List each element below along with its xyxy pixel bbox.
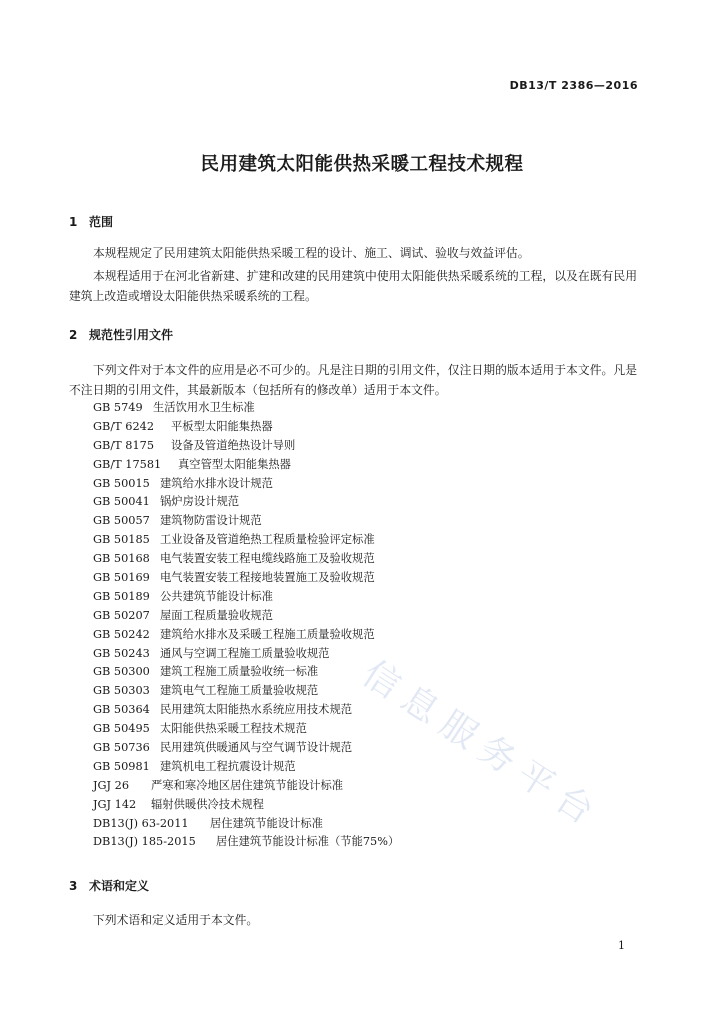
reference-title: 辐射供暖供冷技术规程 <box>151 797 264 811</box>
reference-code: GB 50736 <box>93 741 150 755</box>
section-3-intro: 下列术语和定义适用于本文件。 <box>93 913 259 927</box>
reference-code: GB 50364 <box>93 703 150 717</box>
page-number: 1 <box>618 939 625 952</box>
section-number: 2 <box>69 328 78 342</box>
reference-item <box>93 550 399 569</box>
reference-title: 通风与空调工程施工质量验收规范 <box>160 646 330 660</box>
reference-code: GB 50169 <box>93 571 150 585</box>
reference-code: GB/T 8175 <box>93 438 155 452</box>
reference-item <box>93 682 399 701</box>
reference-title: 民用建筑供暖通风与空气调节设计规范 <box>160 741 353 755</box>
reference-title: 设备及管道绝热设计导则 <box>171 438 296 452</box>
section-2-heading <box>69 326 173 343</box>
reference-code: GB/T 6242 <box>93 419 155 433</box>
reference-title: 建筑工程施工质量验收统一标准 <box>160 665 319 679</box>
reference-item <box>93 475 399 494</box>
reference-code: GB 50015 <box>93 476 150 490</box>
reference-code: GB 50168 <box>93 552 150 566</box>
normative-references-list <box>93 399 399 852</box>
reference-title: 太阳能供热采暖工程技术规范 <box>160 722 307 736</box>
reference-code: GB 50300 <box>93 665 150 679</box>
reference-title: 平板型太阳能集热器 <box>171 419 273 433</box>
section-1-paragraph-2: 本规程适用于在河北省新建、扩建和改建的民用建筑中使用太阳能供热采暖系统的工程，以及在既有民用建筑上改造或增设太阳能供热采暖系统的工程。 <box>69 269 637 303</box>
reference-code: DB13(J) 63-2011 <box>93 816 189 830</box>
reference-title: 民用建筑太阳能热水系统应用技术规范 <box>160 703 353 717</box>
reference-title: 生活饮用水卫生标准 <box>153 401 255 414</box>
reference-title: 建筑物防雷设计规范 <box>160 514 262 528</box>
section-title: 规范性引用文件 <box>89 328 174 342</box>
reference-item <box>93 607 399 626</box>
reference-item <box>93 437 399 456</box>
reference-item <box>93 588 399 607</box>
reference-code: GB 50495 <box>93 722 150 736</box>
reference-item <box>93 512 399 531</box>
reference-item <box>93 399 399 418</box>
reference-title: 建筑给水排水设计规范 <box>160 476 273 490</box>
reference-code: GB 50185 <box>93 533 150 547</box>
reference-title: 严寒和寒冷地区居住建筑节能设计标准 <box>151 778 344 792</box>
section-1-heading <box>69 213 113 230</box>
reference-code: GB 50303 <box>93 684 150 698</box>
reference-title: 公共建筑节能设计标准 <box>160 589 273 603</box>
reference-item <box>93 701 399 720</box>
reference-code: GB 50242 <box>93 627 150 641</box>
standard-code: DB13/T 2386—2016 <box>509 79 638 92</box>
reference-item <box>93 626 399 645</box>
section-2-intro: 下列文件对于本文件的应用是必不可少的。凡是注日期的引用文件，仅注日期的版本适用于本文件。凡是不注日期的引用文件，其最新版本（包括所有的修改单）适用于本文件。 <box>69 363 637 397</box>
reference-item <box>93 418 399 437</box>
reference-title: 真空管型太阳能集热器 <box>178 457 291 471</box>
reference-title: 居住建筑节能设计标准（节能75%） <box>216 835 400 849</box>
reference-item <box>93 815 399 834</box>
reference-code: GB 50243 <box>93 646 150 660</box>
reference-title: 工业设备及管道绝热工程质量检验评定标准 <box>160 533 375 547</box>
reference-item <box>93 645 399 664</box>
section-title: 范围 <box>89 215 114 229</box>
reference-code: JGJ 142 <box>93 797 137 811</box>
reference-code: GB/T 17581 <box>93 457 162 471</box>
document-title: 民用建筑太阳能供热采暖工程技术规程 <box>200 154 524 175</box>
reference-title: 电气装置安装工程电缆线路施工及验收规范 <box>160 552 375 566</box>
section-title: 术语和定义 <box>89 879 150 893</box>
reference-item <box>93 720 399 739</box>
reference-title: 屋面工程质量验收规范 <box>160 608 273 622</box>
section-3-heading <box>69 877 149 894</box>
reference-title: 居住建筑节能设计标准 <box>210 816 323 830</box>
reference-item <box>93 777 399 796</box>
reference-code: GB 50189 <box>93 589 150 603</box>
reference-code: GB 50041 <box>93 495 150 509</box>
reference-item <box>93 796 399 815</box>
reference-item <box>93 493 399 512</box>
section-number: 1 <box>69 215 78 229</box>
reference-title: 建筑电气工程施工质量验收规范 <box>160 684 319 698</box>
section-number: 3 <box>69 879 78 893</box>
reference-title: 锅炉房设计规范 <box>160 495 240 509</box>
reference-code: GB 50057 <box>93 514 150 528</box>
reference-item <box>93 569 399 588</box>
reference-code: DB13(J) 185-2015 <box>93 835 196 849</box>
reference-code: JGJ 26 <box>93 778 130 792</box>
reference-code: GB 50981 <box>93 759 150 773</box>
watermark-text: 信息服务平台 <box>355 653 609 838</box>
reference-title: 建筑给水排水及采暖工程施工质量验收规范 <box>160 627 375 641</box>
reference-item <box>93 663 399 682</box>
reference-item <box>93 456 399 475</box>
reference-item <box>93 758 399 777</box>
reference-title: 电气装置安装工程接地装置施工及验收规范 <box>160 571 375 585</box>
reference-item <box>93 833 399 852</box>
reference-code: GB 50207 <box>93 608 150 622</box>
section-1-paragraph-1: 本规程规定了民用建筑太阳能供热采暖工程的设计、施工、调试、验收与效益评估。 <box>93 246 530 260</box>
reference-code: GB 5749 <box>93 401 143 414</box>
reference-item <box>93 739 399 758</box>
reference-item <box>93 531 399 550</box>
reference-title: 建筑机电工程抗震设计规范 <box>160 759 296 773</box>
